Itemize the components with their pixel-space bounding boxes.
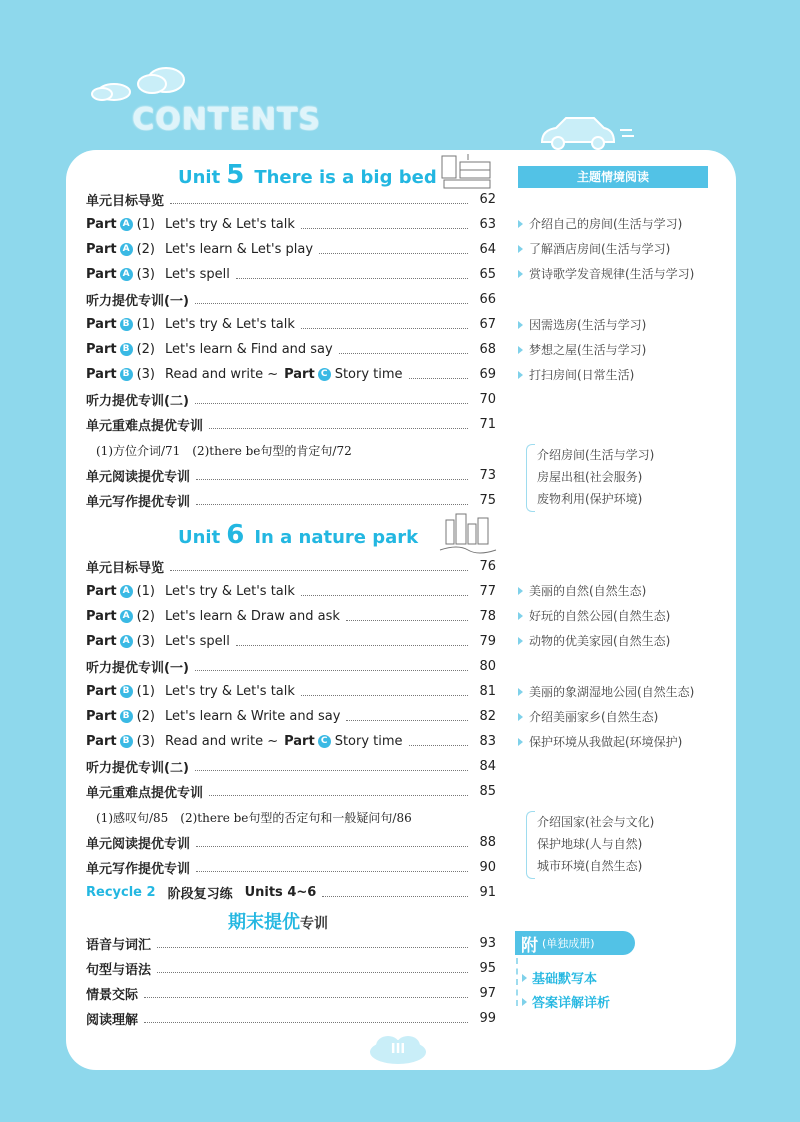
- part-letter-badge: A: [120, 610, 133, 623]
- group-bracket: [526, 811, 535, 879]
- theme-reading-item: 介绍房间(生活与学习): [537, 448, 655, 462]
- leader-dots: [170, 570, 468, 571]
- lesson-title: Let's learn & Draw and ask: [165, 608, 340, 624]
- part-letter-badge: B: [120, 318, 133, 331]
- leader-dots: [196, 871, 468, 872]
- leader-dots: [195, 770, 468, 771]
- page-ref: 63: [479, 216, 496, 232]
- leader-dots: [301, 228, 468, 229]
- page-ref: 88: [479, 834, 496, 850]
- unit5-title: Unit 5 There is a big bed: [178, 160, 437, 190]
- toc-row[interactable]: [86, 1009, 496, 1029]
- page-ref: 75: [479, 492, 496, 508]
- toc-entry-label: 单元阅读提优专训: [86, 836, 191, 852]
- lesson-title: Story time: [334, 367, 403, 383]
- toc-row[interactable]: [86, 415, 496, 435]
- appendix-label: 答案详解详析: [532, 996, 611, 1011]
- part-label: [86, 609, 135, 624]
- page-ref: 82: [479, 709, 496, 725]
- toc-row[interactable]: [86, 933, 496, 953]
- part-letter-badge: B: [120, 368, 133, 381]
- part-letter-badge: A: [120, 243, 133, 256]
- toc-row[interactable]: [86, 340, 496, 360]
- page-ref: 95: [479, 960, 496, 976]
- toc-entry-label: 单元目标导览: [86, 193, 165, 209]
- part-label: [86, 709, 135, 724]
- lesson-title: Let's try & Let's talk: [165, 216, 295, 232]
- triangle-bullet-icon: [518, 245, 523, 253]
- part-label: [86, 217, 135, 232]
- toc-sub-entry: (1)感叹句/85 (2)there be句型的否定句和一般疑问句/86: [96, 810, 412, 825]
- part-word: Part: [86, 241, 117, 257]
- part-word: Part: [86, 633, 117, 649]
- lesson-title: Let's spell: [165, 266, 230, 282]
- cloud-icon: [88, 60, 198, 104]
- leader-dots: [346, 720, 468, 721]
- segment-number: (2): [136, 342, 155, 358]
- segment-number: (3): [136, 633, 155, 649]
- theme-reading-item: [518, 607, 670, 624]
- theme-reading-label: 美丽的自然(自然生态): [529, 584, 647, 598]
- triangle-bullet-icon: [522, 998, 527, 1006]
- toc-row[interactable]: [86, 315, 496, 335]
- page-ref: 65: [479, 266, 496, 282]
- toc-row[interactable]: [86, 465, 496, 485]
- triangle-bullet-icon: [518, 371, 523, 379]
- sidebar-header: 主题情境阅读: [518, 166, 708, 188]
- toc-row[interactable]: [86, 958, 496, 978]
- part-label: [86, 634, 135, 649]
- leader-dots: [301, 328, 468, 329]
- page-number: III: [390, 1042, 406, 1057]
- toc-row[interactable]: [86, 782, 496, 802]
- theme-reading-label: 美丽的象湖湿地公园(自然生态): [529, 685, 695, 699]
- leader-dots: [196, 479, 468, 480]
- leader-dots: [409, 745, 468, 746]
- page-ref: 79: [479, 633, 496, 649]
- triangle-bullet-icon: [518, 738, 523, 746]
- leader-dots: [209, 428, 468, 429]
- toc-row[interactable]: [86, 214, 496, 234]
- part-label: [86, 734, 135, 749]
- theme-reading-item: [518, 582, 646, 599]
- toc-row[interactable]: [86, 984, 496, 1004]
- unit6-title: Unit 6 In a nature park: [178, 520, 419, 550]
- toc-entry-label: 单元重难点提优专训: [86, 786, 204, 802]
- part-word: Part: [284, 367, 315, 383]
- city-park-sketch-icon: [438, 510, 498, 555]
- recycle-label: Recycle 2: [86, 884, 156, 900]
- group-bracket: [526, 444, 535, 512]
- segment-number: (2): [136, 241, 155, 257]
- page-ref: 97: [479, 986, 496, 1002]
- segment-number: (2): [136, 709, 155, 725]
- page-ref: 91: [479, 884, 496, 900]
- theme-reading-item: [518, 265, 694, 282]
- toc-row[interactable]: [86, 365, 496, 385]
- theme-reading-label: 保护环境从我做起(环境保护): [529, 735, 683, 749]
- toc-entry-label: 单元阅读提优专训: [86, 469, 191, 485]
- triangle-bullet-icon: [522, 974, 527, 982]
- toc-entry-label: 阅读理解: [86, 1013, 139, 1029]
- theme-reading-item: 介绍国家(社会与文化): [537, 815, 655, 829]
- theme-reading-label: 因需选房(生活与学习): [529, 318, 647, 332]
- part-label: [284, 734, 333, 749]
- toc-row[interactable]: [86, 732, 496, 752]
- part-letter-badge: A: [120, 218, 133, 231]
- page-ref: 80: [479, 658, 496, 674]
- lesson-title: Let's try & Let's talk: [165, 684, 295, 699]
- final-section-title: 期末提优专训: [228, 912, 328, 933]
- theme-reading-item: [518, 708, 658, 725]
- segment-number: (1): [136, 583, 155, 599]
- leader-dots: [209, 795, 468, 796]
- page-ref: 70: [479, 392, 496, 408]
- theme-reading-label: 打扫房间(日常生活): [529, 368, 635, 382]
- part-letter-badge: C: [318, 368, 331, 381]
- toc-row[interactable]: [86, 239, 496, 259]
- toc-entry-label: 情景交际: [86, 988, 139, 1004]
- part-word: Part: [86, 342, 117, 358]
- leader-dots: [195, 670, 468, 671]
- toc-row[interactable]: [86, 707, 496, 727]
- page-ref: 78: [479, 608, 496, 624]
- part-word: Part: [86, 367, 117, 383]
- leader-dots: [195, 403, 468, 404]
- theme-reading-label: 介绍自己的房间(生活与学习): [529, 217, 683, 231]
- toc-row[interactable]: [86, 757, 496, 777]
- theme-reading-label: 了解酒店房间(生活与学习): [529, 242, 671, 256]
- triangle-bullet-icon: [518, 612, 523, 620]
- theme-reading-label: 介绍美丽家乡(自然生态): [529, 710, 659, 724]
- toc-entry-label: 单元目标导览: [86, 560, 165, 576]
- toc-row[interactable]: [86, 631, 496, 651]
- toc-entry-label: 单元写作提优专训: [86, 494, 191, 510]
- toc-row[interactable]: [86, 857, 496, 877]
- part-label: [86, 242, 135, 257]
- lesson-title: Read and write ~: [165, 367, 279, 383]
- part-letter-badge: B: [120, 343, 133, 356]
- part-word: Part: [86, 216, 117, 232]
- toc-entry-label: 单元重难点提优专训: [86, 419, 204, 435]
- theme-reading-item: [518, 733, 682, 750]
- theme-reading-item: 废物利用(保护环境): [537, 492, 643, 506]
- part-word: Part: [86, 608, 117, 624]
- toc-row[interactable]: [86, 656, 496, 676]
- triangle-bullet-icon: [518, 688, 523, 696]
- part-word: Part: [86, 709, 117, 725]
- leader-dots: [236, 278, 468, 279]
- car-icon: [536, 112, 636, 152]
- triangle-bullet-icon: [518, 220, 523, 228]
- page-ref: 71: [479, 417, 496, 433]
- part-word: Part: [86, 317, 117, 332]
- page-ref: 66: [479, 291, 496, 307]
- appendix-badge: 附 (单独成册): [515, 931, 635, 955]
- triangle-bullet-icon: [518, 270, 523, 278]
- toc-entry-label: 句型与语法: [86, 962, 152, 978]
- theme-reading-label: 梦想之屋(生活与学习): [529, 343, 647, 357]
- page-ref: 64: [479, 241, 496, 257]
- lesson-title: Let's learn & Let's play: [165, 241, 314, 257]
- theme-reading-item: [518, 683, 694, 700]
- page-title: CONTENTS: [132, 102, 321, 137]
- theme-reading-item: [518, 341, 646, 358]
- lesson-title: Let's learn & Find and say: [165, 342, 333, 358]
- page-ref: 81: [479, 684, 496, 699]
- toc-entry-label: 听力提优专训(一): [86, 293, 189, 309]
- part-label: [86, 584, 135, 599]
- appendix-item: [522, 968, 597, 987]
- toc-row[interactable]: [86, 882, 496, 902]
- theme-reading-item: [518, 316, 646, 333]
- page-ref: 69: [479, 367, 496, 383]
- theme-reading-item: [518, 632, 670, 649]
- page-ref: 90: [479, 859, 496, 875]
- leader-dots: [346, 620, 468, 621]
- leader-dots: [409, 378, 468, 379]
- theme-reading-item: [518, 215, 682, 232]
- toc-row[interactable]: [86, 390, 496, 410]
- toc-row[interactable]: [86, 682, 496, 702]
- part-label: [86, 684, 135, 699]
- leader-dots: [195, 303, 468, 304]
- part-word: Part: [86, 266, 117, 282]
- part-word: Part: [284, 734, 315, 750]
- leader-dots: [170, 203, 468, 204]
- part-letter-badge: B: [120, 685, 133, 698]
- lesson-title: Let's learn & Write and say: [165, 709, 341, 725]
- toc-sub-entry: (1)方位介词/71 (2)there be句型的肯定句/72: [96, 443, 352, 458]
- theme-reading-label: 赏诗歌学发音规律(生活与学习): [529, 267, 695, 281]
- bedroom-sketch-icon: [438, 152, 498, 192]
- theme-reading-item: 保护地球(人与自然): [537, 837, 643, 851]
- segment-number: (3): [136, 266, 155, 282]
- page-ref: 76: [479, 558, 496, 574]
- theme-reading-label: 好玩的自然公园(自然生态): [529, 609, 671, 623]
- part-word: Part: [86, 684, 117, 699]
- page-ref: 85: [479, 784, 496, 800]
- segment-number: (2): [136, 608, 155, 624]
- page-ref: 68: [479, 342, 496, 358]
- toc-entry-label: 听力提优专训(一): [86, 660, 189, 676]
- leader-dots: [144, 1022, 468, 1023]
- lesson-title: Read and write ~: [165, 734, 279, 750]
- lesson-title: Let's try & Let's talk: [165, 583, 295, 599]
- toc-entry-label: 语音与词汇: [86, 937, 152, 953]
- theme-reading-item: 房屋出租(社会服务): [537, 470, 643, 484]
- toc-entry-label: 听力提优专训(二): [86, 394, 189, 410]
- part-word: Part: [86, 583, 117, 599]
- part-label: [284, 367, 333, 382]
- part-letter-badge: C: [318, 735, 331, 748]
- lesson-title: Story time: [334, 734, 403, 750]
- toc-row[interactable]: [86, 832, 496, 852]
- leader-dots: [236, 645, 468, 646]
- toc-row[interactable]: [96, 807, 506, 827]
- lesson-title: Let's try & Let's talk: [165, 317, 295, 332]
- leader-dots: [196, 504, 468, 505]
- part-label: [86, 367, 135, 382]
- leader-dots: [319, 253, 468, 254]
- leader-dots: [157, 947, 468, 948]
- leader-dots: [157, 972, 468, 973]
- toc-entry-label: 听力提优专训(二): [86, 761, 189, 777]
- part-label: [86, 342, 135, 357]
- toc-row[interactable]: [96, 440, 506, 460]
- toc-row[interactable]: [86, 490, 496, 510]
- segment-number: (1): [136, 684, 155, 699]
- page-ref: 77: [479, 583, 496, 599]
- segment-number: (1): [136, 317, 155, 332]
- leader-dots: [301, 595, 468, 596]
- part-label: [86, 317, 135, 332]
- segment-number: (1): [136, 216, 155, 232]
- appendix-label: 基础默写本: [532, 972, 598, 987]
- page-ref: 73: [479, 467, 496, 483]
- page-ref: 93: [479, 935, 496, 951]
- part-letter-badge: A: [120, 635, 133, 648]
- appendix-divider: [516, 958, 520, 1006]
- toc-row[interactable]: [86, 264, 496, 284]
- page-ref: 62: [479, 191, 496, 207]
- toc-row[interactable]: [86, 289, 496, 309]
- leader-dots: [196, 846, 468, 847]
- page-ref: 83: [479, 734, 496, 750]
- toc-row[interactable]: [86, 189, 496, 209]
- toc-row[interactable]: [86, 606, 496, 626]
- part-letter-badge: B: [120, 735, 133, 748]
- leader-dots: [144, 997, 468, 998]
- part-word: Part: [86, 734, 117, 750]
- part-letter-badge: A: [120, 585, 133, 598]
- part-letter-badge: B: [120, 710, 133, 723]
- part-label: [86, 267, 135, 282]
- triangle-bullet-icon: [518, 713, 523, 721]
- segment-number: (3): [136, 367, 155, 383]
- triangle-bullet-icon: [518, 637, 523, 645]
- theme-reading-item: [518, 366, 634, 383]
- theme-reading-item: 城市环境(自然生态): [537, 859, 643, 873]
- leader-dots: [301, 695, 468, 696]
- theme-reading-item: [518, 240, 670, 257]
- page-ref: 67: [479, 317, 496, 332]
- triangle-bullet-icon: [518, 587, 523, 595]
- units-label: Units 4~6: [244, 884, 317, 900]
- page-ref: 99: [479, 1011, 496, 1027]
- triangle-bullet-icon: [518, 346, 523, 354]
- triangle-bullet-icon: [518, 321, 523, 329]
- toc-entry-label: 单元写作提优专训: [86, 861, 191, 877]
- part-letter-badge: A: [120, 268, 133, 281]
- toc-row[interactable]: [86, 556, 496, 576]
- segment-number: (3): [136, 734, 155, 750]
- page-ref: 84: [479, 759, 496, 775]
- toc-row[interactable]: [86, 581, 496, 601]
- appendix-item: [522, 992, 610, 1011]
- leader-dots: [322, 896, 468, 897]
- toc-entry-label: 阶段复习练: [167, 886, 233, 902]
- leader-dots: [339, 353, 468, 354]
- lesson-title: Let's spell: [165, 633, 230, 649]
- theme-reading-label: 动物的优美家园(自然生态): [529, 634, 671, 648]
